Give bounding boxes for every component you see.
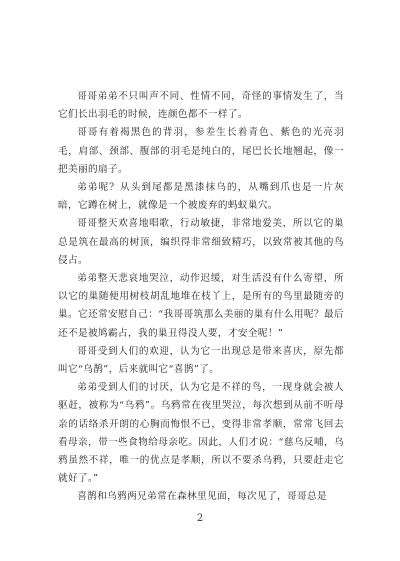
- body-text: [58, 88, 344, 507]
- paragraph-younger-brother-appearance: 弟弟呢？从头到尾都是黑漆抹乌的，从嘴到爪也是一片灰暗，它蹲在树上，就像是一个被废弃的蚂蚁巢穴。: [58, 182, 344, 212]
- paragraph-elder-brother-nest: 哥哥整天欢喜地唱歌，行动敏捷，非常地爱美，所以它的巢总是筑在最高的树顶，编织得非常细致精巧，以致常被其他的鸟侵占。: [58, 218, 344, 266]
- paragraph-crow-naming: 弟弟受到人们的讨厌，认为它是不祥的鸟，一现身就会被人驱赶，被称为“乌鸦”。乌鸦常在夜里哭泣，每次想到从前不听母亲的话络杀开朗的心胸而悔恨不已，变得非常孝顺，常常飞回去看母亲，带一些食物给母亲吃。因此，人们才说：“慈乌反哺，乌鸦虽然不祥，唯一的优点是孝顺，所以不要杀乌鸦，只要赶走它就好了。”: [58, 382, 344, 485]
- page-number: 2: [196, 513, 204, 524]
- paragraph-magpie-naming: 哥哥受到人们的欢迎，认为它一出现总是带来喜庆，原先都叫它“乌鹊”，后来就叫它“喜鹊”了。: [58, 345, 344, 376]
- paragraph-feathers-differ: 哥哥弟弟不只叫声不同、性情不同，奇怪的事情发生了，当它们长出羽毛的时候，连颜色都不一样了。: [58, 91, 344, 121]
- paragraph-elder-brother-appearance: 哥哥有着褐黑色的背羽，参差生长着青色、紫色的光亮羽毛，肩部、颈部、腹部的羽毛是纯白的，尾巴长长地翘起，像一把美丽的扇子。: [58, 127, 344, 175]
- paragraph-brothers-meet: 喜鹊和乌鸦两兄弟常在森林里见面，每次见了，哥哥总是: [77, 491, 328, 503]
- paragraph-younger-brother-nest: 弟弟整天悲哀地哭泣，动作迟缓，对生活没有什么寄望，所以它的巢随便用树枝胡乱地堆在枝丫上，是所有的鸟里最随旁的巢。它还常安慰自己：“我哥哥筑那么美丽的巢有什么用呢？最后还不是被鸠霸占，我的巢丑得没人要，才安全呢！”: [58, 273, 344, 339]
